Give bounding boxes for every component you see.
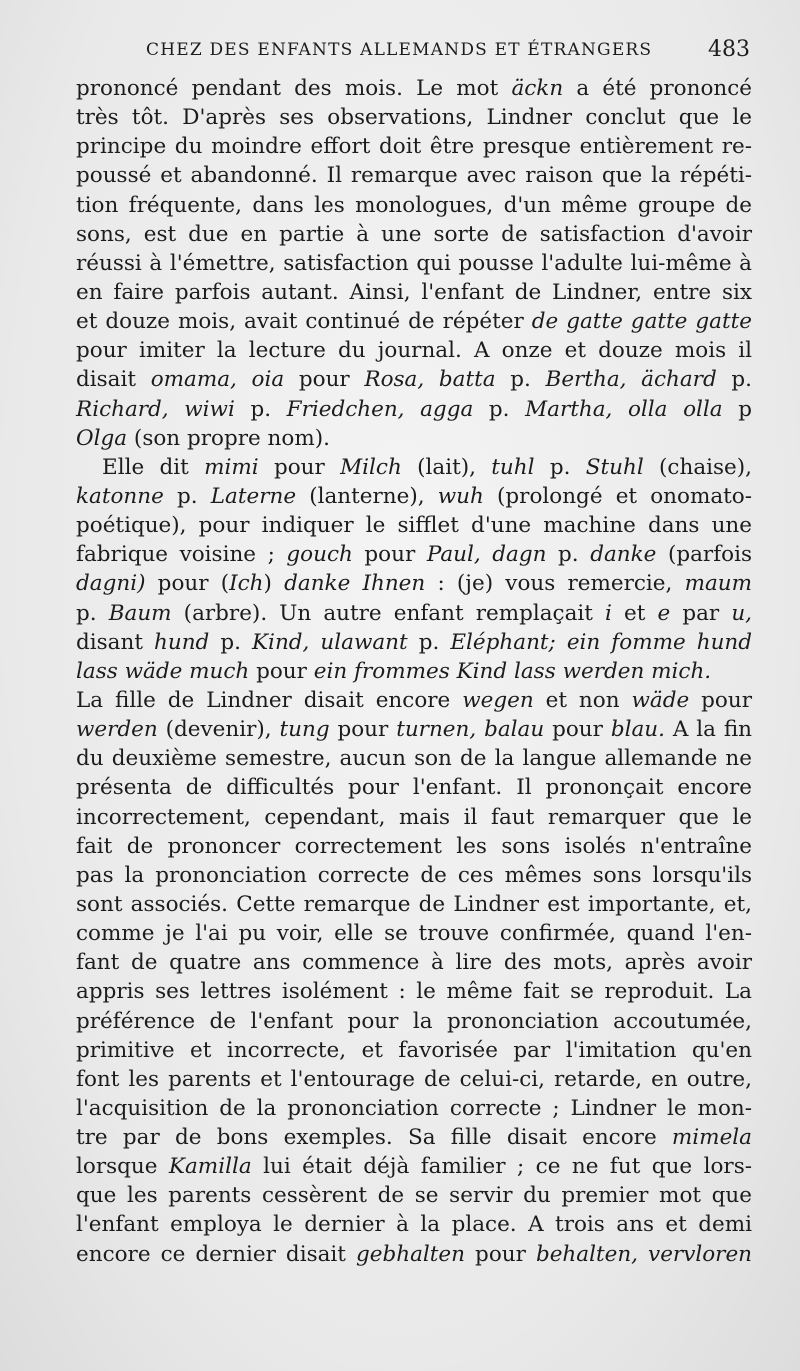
text-run: poussé et abandonné. Il remarque avec raison que la répéti- (76, 163, 752, 189)
text-run: pour (249, 658, 314, 684)
italic-term: wegen (462, 687, 534, 713)
text-run: pas la prononciation correcte de ces mêmes sons lorsqu'ils (76, 862, 752, 888)
text-run: Elle dit (102, 454, 205, 480)
text-run: fait de prononcer correctement les sons isolés n'entraîne (76, 833, 752, 859)
text-line (76, 278, 752, 307)
text-line (76, 220, 752, 249)
text-run: par (670, 600, 732, 626)
text-run: très tôt. D'après ses observations, Lindner conclut que le (76, 105, 752, 131)
italic-term: Rosa, batta (364, 367, 496, 393)
italic-term: u, (731, 600, 752, 626)
text-run: (parfois (656, 542, 753, 568)
text-run: appris ses lettres isolément : le même fait se reproduit. La (76, 979, 752, 1005)
text-line (76, 832, 752, 861)
italic-term: hund (154, 629, 210, 655)
text-line (76, 773, 752, 802)
text-run: p. (716, 367, 752, 393)
text-run: en faire parfois autant. Ainsi, l'enfant de Lindner, entre six (76, 279, 752, 305)
text-run: encore ce dernier disait (76, 1241, 356, 1267)
text-line (76, 803, 752, 832)
text-run: l'acquisition de la prononciation correcte ; Lindner le mon- (76, 1095, 752, 1121)
text-run: et (611, 600, 658, 626)
text-line (76, 890, 752, 919)
text-run: sont associés. Cette remarque de Lindner est importante, et, (76, 891, 752, 917)
italic-term: dagni) (76, 571, 146, 597)
italic-term: lass wäde much (76, 658, 250, 684)
text-line (76, 132, 752, 161)
italic-term: i (605, 600, 612, 626)
text-line (76, 74, 752, 103)
text-line (76, 161, 752, 190)
text-line (76, 948, 752, 977)
text-run: (devenir), (157, 717, 280, 743)
text-run: (prolongé et onomato- (483, 483, 752, 509)
italic-term: Eléphant; ein fomme hund (450, 629, 753, 655)
text-run: p. (209, 629, 252, 655)
text-run: pour imiter la lecture du journal. A onze et douze mois il (76, 338, 752, 364)
italic-term: ein frommes Kind lass werden mich. (313, 658, 712, 684)
text-run: comme je l'ai pu voir, elle se trouve confirmée, quand l'en- (76, 921, 752, 947)
text-line (76, 1007, 752, 1036)
text-run: (son propre nom). (127, 425, 330, 451)
text-run: principe du moindre effort doit être presque entièrement re- (76, 134, 752, 160)
text-line (76, 1181, 752, 1210)
text-run: et douze mois, avait continué de répéter (76, 309, 532, 335)
text-run: du deuxième semestre, aucun son de la langue allemande ne (76, 746, 752, 772)
text-run: lorsque (76, 1154, 169, 1180)
text-run: prononcé pendant des mois. Le mot (76, 76, 512, 101)
text-run: La fille de Lindner disait encore (76, 687, 463, 713)
text-run: : (je) vous remercie, (425, 571, 685, 597)
text-run: fabrique voisine ; (76, 542, 287, 568)
text-run: ) (263, 571, 285, 597)
text-run: réussi à l'émettre, satisfaction qui pousse l'adulte lui-même à (76, 250, 752, 276)
text-line (76, 511, 752, 540)
italic-term: omama, oia (150, 367, 285, 393)
italic-term: danke (590, 542, 657, 568)
italic-term: Stuhl (585, 454, 644, 480)
text-run: pour (284, 367, 365, 393)
text-run: p. (407, 629, 451, 655)
italic-term: Milch (340, 454, 402, 480)
text-run: préférence de l'enfant pour la prononciation accoutumée, (76, 1008, 752, 1034)
text-line (76, 336, 752, 365)
text-run: a été prononcé (563, 76, 752, 101)
text-run: pour (544, 717, 611, 743)
text-run: tion fréquente, dans les monologues, d'un même groupe de (76, 192, 752, 218)
text-run: poétique), pour indiquer le sifflet d'une machine dans une (76, 513, 752, 539)
text-run: fant de quatre ans commence à lire des mots, après avoir (76, 950, 752, 976)
italic-term: behalten, vervloren (535, 1241, 753, 1267)
text-run: tre par de bons exemples. Sa fille disait encore (76, 1125, 672, 1151)
text-line (76, 657, 752, 686)
text-run: p. (546, 542, 591, 568)
italic-term: e (657, 600, 671, 626)
italic-term: Kind, ulawant (252, 629, 408, 655)
text-run: p. (234, 396, 287, 422)
italic-term: Kamilla (168, 1154, 252, 1180)
text-line (76, 1036, 752, 1065)
italic-term: Ich (229, 571, 264, 597)
italic-term: Baum (108, 600, 172, 626)
text-line (76, 1210, 752, 1239)
text-run: pour (352, 542, 427, 568)
text-line (76, 103, 752, 132)
text-line (76, 1152, 752, 1181)
text-line (76, 395, 752, 424)
running-title: CHEZ DES ENFANTS ALLEMANDS ET ÉTRANGERS (146, 40, 653, 60)
text-line (76, 977, 752, 1006)
text-line (76, 307, 752, 336)
text-line (76, 453, 752, 482)
text-line (76, 569, 752, 598)
italic-term: Laterne (210, 483, 297, 509)
text-line (76, 861, 752, 890)
text-line (76, 715, 752, 744)
body-text (76, 74, 752, 1269)
text-run: et non (533, 687, 632, 713)
text-run: p. (163, 483, 211, 509)
text-line (76, 1240, 752, 1269)
page-number: 483 (708, 37, 750, 62)
text-line (76, 1123, 752, 1152)
text-line (76, 628, 752, 657)
text-run: lui était déjà familier ; ce ne fut que lors- (251, 1154, 752, 1180)
text-run: (chaise), (643, 454, 752, 480)
text-run: que les parents cessèrent de se servir du premier mot que (76, 1183, 752, 1209)
text-run: p. (495, 367, 546, 393)
text-run: disait (76, 367, 151, 393)
text-run: (arbre). Un autre enfant remplaçait (171, 600, 606, 626)
text-run: présenta de difficultés pour l'enfant. Il prononçait encore (76, 775, 752, 801)
italic-term: tung (279, 717, 330, 743)
text-line (76, 599, 752, 628)
italic-term: äckn (511, 76, 564, 101)
text-run: p. (76, 600, 109, 626)
text-run: A la fin (664, 717, 753, 743)
text-run: p. (473, 396, 526, 422)
text-run: disant (76, 629, 155, 655)
italic-term: tuhl (491, 454, 535, 480)
italic-term: Paul, dagn (426, 542, 547, 568)
text-run: (lanterne), (296, 483, 438, 509)
text-run: sons, est due en partie à une sorte de satisfaction d'avoir (76, 221, 752, 247)
italic-term: maum (684, 571, 753, 597)
text-line (76, 482, 752, 511)
text-run: (lait), (401, 454, 492, 480)
text-line (76, 686, 752, 715)
text-line (76, 191, 752, 220)
text-run: p. (534, 454, 586, 480)
italic-term: Richard, wiwi (76, 396, 235, 422)
text-run: pour (258, 454, 341, 480)
text-run: font les parents et l'entourage de celui-ci, retarde, en outre, (76, 1066, 752, 1092)
text-line (76, 1065, 752, 1094)
text-line (76, 424, 752, 453)
italic-term: Bertha, ächard (545, 367, 717, 393)
italic-term: wuh (437, 483, 484, 509)
italic-term: de gatte gatte gatte (531, 309, 752, 335)
text-line (76, 744, 752, 773)
text-run: pour (465, 1241, 536, 1267)
italic-term: mimi (204, 454, 259, 480)
page-header (146, 36, 750, 64)
italic-term: turnen, balau (396, 717, 545, 743)
italic-term: blau. (610, 717, 665, 743)
text-run: pour (689, 687, 752, 713)
text-line (76, 919, 752, 948)
italic-term: Martha, olla olla (525, 396, 723, 422)
italic-term: gebhalten (356, 1241, 466, 1267)
italic-term: Olga (76, 425, 128, 451)
text-run: primitive et incorrecte, et favorisée par l'imitation qu'en (76, 1037, 752, 1063)
text-run: pour (329, 717, 397, 743)
text-line (76, 365, 752, 394)
italic-term: werden (76, 717, 158, 743)
text-line (76, 249, 752, 278)
italic-term: Friedchen, agga (286, 396, 474, 422)
text-run: incorrectement, cependant, mais il faut remarquer que le (76, 804, 752, 830)
italic-term: wäde (631, 687, 690, 713)
text-line (76, 540, 752, 569)
italic-term: mimela (671, 1125, 752, 1151)
text-line (76, 1094, 752, 1123)
text-run: l'enfant employa le dernier à la place. A trois ans et demi (76, 1212, 752, 1238)
text-run: p (722, 396, 753, 422)
italic-term: katonne (76, 483, 164, 509)
text-run: pour ( (145, 571, 230, 597)
italic-term: gouch (286, 542, 353, 568)
italic-term: danke Ihnen (284, 571, 426, 597)
